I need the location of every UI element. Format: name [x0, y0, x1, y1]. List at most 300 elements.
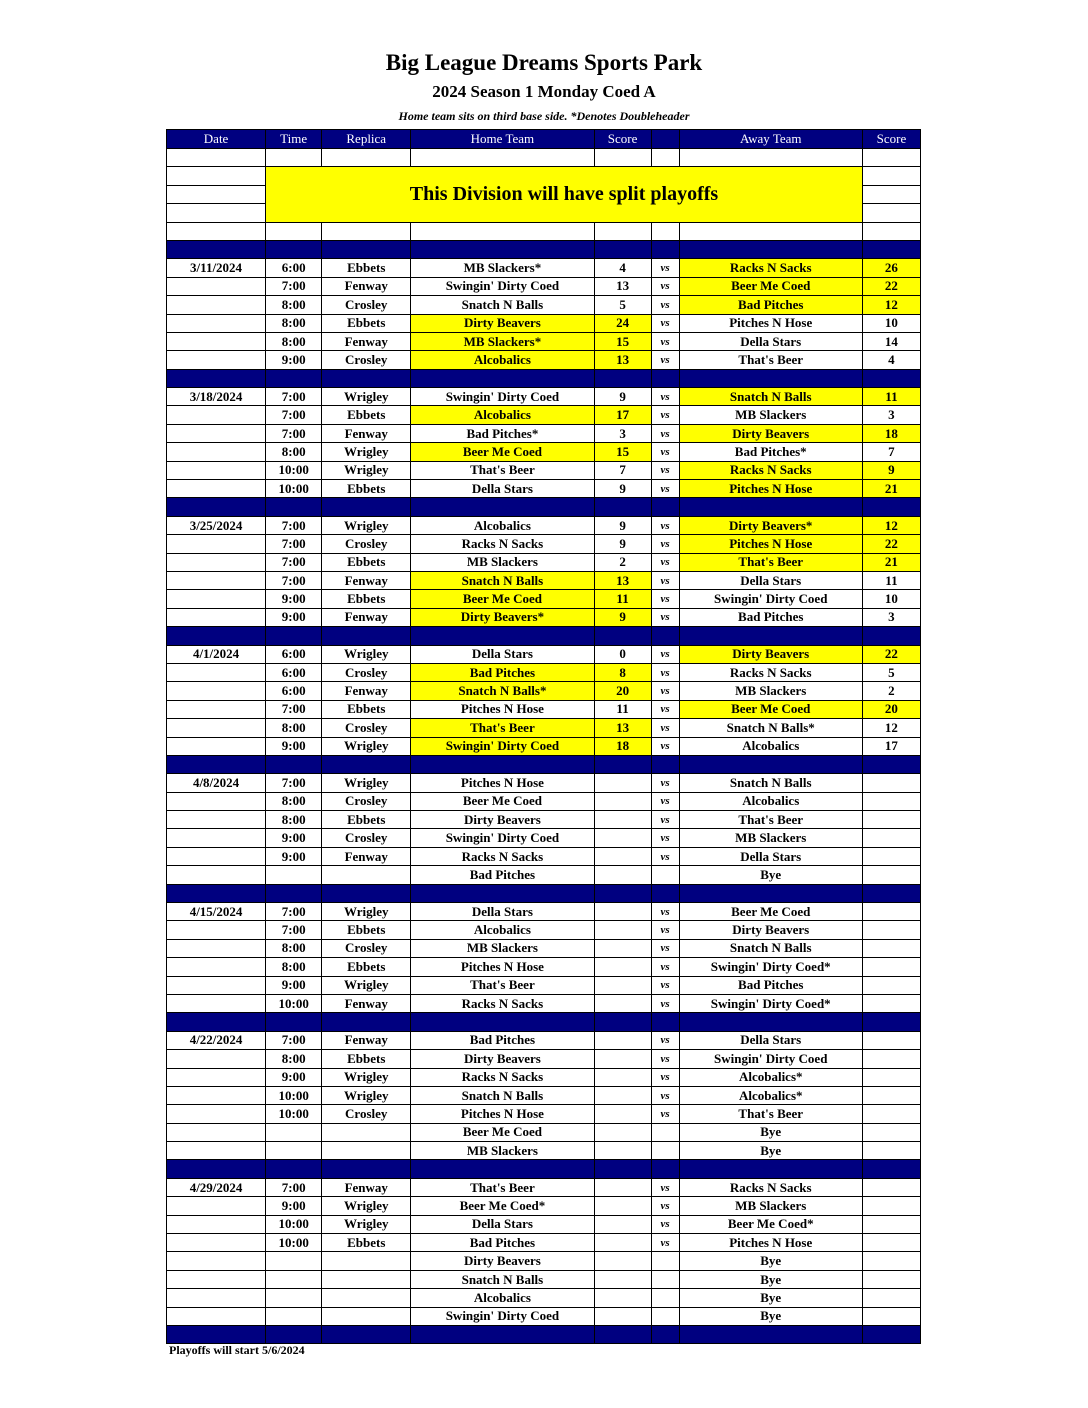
- game-field: Fenway: [322, 994, 411, 1012]
- game-field: Ebbets: [322, 314, 411, 332]
- game-row: [167, 1289, 921, 1307]
- home-score: [594, 921, 651, 939]
- game-date: [167, 1215, 266, 1233]
- home-team: Pitches N Hose: [411, 774, 594, 792]
- game-row: [167, 847, 921, 865]
- game-time: [266, 866, 322, 884]
- home-team: Alcobalics: [411, 406, 594, 424]
- away-team: Racks N Sacks: [679, 663, 862, 681]
- home-team: Beer Me Coed: [411, 590, 594, 608]
- home-score: [594, 1123, 651, 1141]
- home-team: Bad Pitches: [411, 866, 594, 884]
- game-row: [167, 792, 921, 810]
- game-date: [167, 1086, 266, 1104]
- away-score: 10: [862, 590, 920, 608]
- game-date: [167, 277, 266, 295]
- home-score: [594, 1142, 651, 1160]
- game-date: [167, 939, 266, 957]
- away-team: Bye: [679, 866, 862, 884]
- home-team: Snatch N Balls: [411, 571, 594, 589]
- away-team: That's Beer: [679, 1105, 862, 1123]
- away-team: Bye: [679, 1252, 862, 1270]
- game-time: 9:00: [266, 829, 322, 847]
- col-vs: [651, 130, 679, 149]
- game-time: 7:00: [266, 774, 322, 792]
- home-score: [594, 976, 651, 994]
- versus-label: vs: [651, 829, 679, 847]
- game-time: 7:00: [266, 535, 322, 553]
- away-team: Bad Pitches: [679, 296, 862, 314]
- versus-label: vs: [651, 443, 679, 461]
- away-team: Racks N Sacks: [679, 461, 862, 479]
- game-field: Wrigley: [322, 1086, 411, 1104]
- home-team: That's Beer: [411, 1178, 594, 1196]
- home-score: [594, 811, 651, 829]
- away-score: 21: [862, 553, 920, 571]
- page-subtitle: 2024 Season 1 Monday Coed A: [432, 82, 656, 101]
- versus-label: vs: [651, 571, 679, 589]
- away-team: Racks N Sacks: [679, 259, 862, 277]
- game-field: Wrigley: [322, 516, 411, 534]
- away-team: Swingin' Dirty Coed*: [679, 994, 862, 1012]
- game-date: [167, 792, 266, 810]
- game-time: 6:00: [266, 682, 322, 700]
- game-time: 7:00: [266, 553, 322, 571]
- game-row: [167, 645, 921, 663]
- game-time: 8:00: [266, 296, 322, 314]
- game-date: [167, 314, 266, 332]
- page-title: Big League Dreams Sports Park: [385, 50, 703, 75]
- game-field: Wrigley: [322, 774, 411, 792]
- game-row: [167, 535, 921, 553]
- game-time: 7:00: [266, 406, 322, 424]
- game-field: [322, 1270, 411, 1288]
- away-team: Della Stars: [679, 332, 862, 350]
- schedule-note: Home team sits on third base side. *Denotes Doubleheader: [398, 109, 690, 123]
- game-field: Wrigley: [322, 645, 411, 663]
- game-date: [167, 443, 266, 461]
- game-row: [167, 516, 921, 534]
- game-field: Ebbets: [322, 811, 411, 829]
- week-separator: [167, 1326, 921, 1344]
- home-team: Della Stars: [411, 903, 594, 921]
- game-time: 8:00: [266, 719, 322, 737]
- away-score: [862, 1270, 920, 1288]
- home-team: Beer Me Coed: [411, 792, 594, 810]
- game-date: [167, 406, 266, 424]
- game-date: 4/22/2024: [167, 1031, 266, 1049]
- home-team: Racks N Sacks: [411, 994, 594, 1012]
- versus-label: vs: [651, 277, 679, 295]
- game-date: [167, 1050, 266, 1068]
- home-team: MB Slackers: [411, 553, 594, 571]
- home-score: [594, 792, 651, 810]
- away-team: MB Slackers: [679, 406, 862, 424]
- game-time: [266, 1270, 322, 1288]
- game-time: 10:00: [266, 461, 322, 479]
- game-time: 7:00: [266, 921, 322, 939]
- game-date: [167, 866, 266, 884]
- game-date: [167, 332, 266, 350]
- game-row: [167, 1252, 921, 1270]
- game-time: 10:00: [266, 1234, 322, 1252]
- home-team: Bad Pitches: [411, 1031, 594, 1049]
- game-date: 3/18/2024: [167, 388, 266, 406]
- versus-label: vs: [651, 921, 679, 939]
- home-team: Alcobalics: [411, 351, 594, 369]
- game-date: [167, 1307, 266, 1325]
- away-score: 4: [862, 351, 920, 369]
- game-date: [167, 1142, 266, 1160]
- away-team: Racks N Sacks: [679, 1178, 862, 1196]
- away-team: Bye: [679, 1142, 862, 1160]
- away-score: 3: [862, 406, 920, 424]
- versus-label: vs: [651, 811, 679, 829]
- home-team: MB Slackers: [411, 939, 594, 957]
- game-field: Crosley: [322, 1105, 411, 1123]
- game-time: 8:00: [266, 958, 322, 976]
- game-field: Ebbets: [322, 921, 411, 939]
- game-field: Ebbets: [322, 1050, 411, 1068]
- versus-label: vs: [651, 903, 679, 921]
- away-score: 11: [862, 388, 920, 406]
- game-field: Wrigley: [322, 461, 411, 479]
- game-row: [167, 424, 921, 442]
- away-score: [862, 1197, 920, 1215]
- game-time: 7:00: [266, 424, 322, 442]
- away-score: [862, 903, 920, 921]
- game-field: Ebbets: [322, 259, 411, 277]
- home-score: [594, 774, 651, 792]
- away-score: 22: [862, 645, 920, 663]
- home-team: Snatch N Balls: [411, 296, 594, 314]
- away-score: [862, 1031, 920, 1049]
- away-team: Dirty Beavers: [679, 424, 862, 442]
- game-row: [167, 1086, 921, 1104]
- game-date: [167, 1197, 266, 1215]
- away-score: [862, 1252, 920, 1270]
- game-row: [167, 608, 921, 626]
- game-field: Fenway: [322, 424, 411, 442]
- game-field: Fenway: [322, 1178, 411, 1196]
- away-team: Beer Me Coed: [679, 700, 862, 718]
- game-row: [167, 1234, 921, 1252]
- game-time: 8:00: [266, 314, 322, 332]
- game-row: [167, 1178, 921, 1196]
- versus-label: vs: [651, 424, 679, 442]
- game-date: [167, 1068, 266, 1086]
- game-field: Wrigley: [322, 443, 411, 461]
- versus-label: [651, 1270, 679, 1288]
- game-row: [167, 939, 921, 957]
- col-replica: Replica: [322, 130, 411, 149]
- game-date: [167, 590, 266, 608]
- game-row: [167, 903, 921, 921]
- away-team: Bad Pitches*: [679, 443, 862, 461]
- game-date: [167, 663, 266, 681]
- game-time: [266, 1142, 322, 1160]
- game-row: [167, 976, 921, 994]
- game-field: [322, 1123, 411, 1141]
- away-score: [862, 792, 920, 810]
- game-row: [167, 1123, 921, 1141]
- game-row: [167, 737, 921, 755]
- game-field: [322, 1289, 411, 1307]
- home-team: Bad Pitches: [411, 663, 594, 681]
- away-team: Beer Me Coed*: [679, 1215, 862, 1233]
- game-row: [167, 866, 921, 884]
- game-row: [167, 994, 921, 1012]
- game-time: 6:00: [266, 645, 322, 663]
- away-team: Snatch N Balls: [679, 939, 862, 957]
- game-field: Fenway: [322, 847, 411, 865]
- game-field: [322, 1142, 411, 1160]
- game-row: [167, 1197, 921, 1215]
- week-separator: [167, 627, 921, 645]
- game-row: [167, 351, 921, 369]
- away-score: [862, 829, 920, 847]
- away-score: 14: [862, 332, 920, 350]
- game-date: 4/29/2024: [167, 1178, 266, 1196]
- home-score: [594, 1178, 651, 1196]
- game-time: 10:00: [266, 1086, 322, 1104]
- home-score: [594, 1031, 651, 1049]
- away-team: Pitches N Hose: [679, 535, 862, 553]
- game-row: [167, 277, 921, 295]
- away-score: 12: [862, 719, 920, 737]
- game-date: [167, 608, 266, 626]
- away-team: Della Stars: [679, 847, 862, 865]
- home-score: 9: [594, 535, 651, 553]
- game-time: 9:00: [266, 847, 322, 865]
- home-team: Swingin' Dirty Coed: [411, 737, 594, 755]
- game-row: [167, 682, 921, 700]
- home-score: 17: [594, 406, 651, 424]
- away-score: [862, 1123, 920, 1141]
- away-team: Snatch N Balls*: [679, 719, 862, 737]
- home-team: Snatch N Balls: [411, 1270, 594, 1288]
- away-score: 22: [862, 535, 920, 553]
- home-score: 5: [594, 296, 651, 314]
- game-date: [167, 700, 266, 718]
- game-field: Wrigley: [322, 976, 411, 994]
- home-score: [594, 866, 651, 884]
- game-row: [167, 1215, 921, 1233]
- home-team: Della Stars: [411, 645, 594, 663]
- home-score: 18: [594, 737, 651, 755]
- home-score: 4: [594, 259, 651, 277]
- away-team: Dirty Beavers*: [679, 516, 862, 534]
- away-team: Dirty Beavers: [679, 645, 862, 663]
- game-time: 8:00: [266, 939, 322, 957]
- game-time: 9:00: [266, 590, 322, 608]
- game-row: [167, 259, 921, 277]
- versus-label: vs: [651, 792, 679, 810]
- home-team: Swingin' Dirty Coed: [411, 829, 594, 847]
- away-score: [862, 1289, 920, 1307]
- away-score: 12: [862, 296, 920, 314]
- game-date: [167, 296, 266, 314]
- away-team: That's Beer: [679, 351, 862, 369]
- home-score: [594, 1050, 651, 1068]
- versus-label: vs: [651, 608, 679, 626]
- away-team: Pitches N Hose: [679, 480, 862, 498]
- home-team: Dirty Beavers*: [411, 608, 594, 626]
- game-time: 9:00: [266, 351, 322, 369]
- away-team: Bye: [679, 1270, 862, 1288]
- home-score: [594, 1307, 651, 1325]
- away-team: That's Beer: [679, 811, 862, 829]
- away-score: [862, 1215, 920, 1233]
- game-field: Ebbets: [322, 1234, 411, 1252]
- home-team: Beer Me Coed: [411, 443, 594, 461]
- away-score: [862, 1307, 920, 1325]
- game-date: [167, 994, 266, 1012]
- game-field: Crosley: [322, 351, 411, 369]
- away-score: 11: [862, 571, 920, 589]
- game-row: [167, 1105, 921, 1123]
- away-score: 5: [862, 663, 920, 681]
- home-score: 20: [594, 682, 651, 700]
- week-separator: [167, 240, 921, 258]
- week-separator: [167, 1160, 921, 1178]
- week-separator: [167, 755, 921, 773]
- game-time: 9:00: [266, 976, 322, 994]
- versus-label: vs: [651, 1031, 679, 1049]
- home-team: Beer Me Coed*: [411, 1197, 594, 1215]
- game-field: Wrigley: [322, 737, 411, 755]
- home-score: 15: [594, 332, 651, 350]
- game-date: [167, 1105, 266, 1123]
- game-row: [167, 663, 921, 681]
- home-score: [594, 1105, 651, 1123]
- versus-label: [651, 1289, 679, 1307]
- away-team: Alcobalics: [679, 792, 862, 810]
- blank-row: [167, 149, 921, 167]
- away-team: Bad Pitches: [679, 976, 862, 994]
- game-time: 7:00: [266, 388, 322, 406]
- game-row: [167, 1050, 921, 1068]
- game-time: 8:00: [266, 792, 322, 810]
- away-team: Beer Me Coed: [679, 277, 862, 295]
- away-score: [862, 847, 920, 865]
- game-field: Crosley: [322, 792, 411, 810]
- banner-row: [167, 167, 921, 185]
- game-field: Wrigley: [322, 903, 411, 921]
- game-date: [167, 1270, 266, 1288]
- game-time: 10:00: [266, 1215, 322, 1233]
- away-score: [862, 1142, 920, 1160]
- blank-row: [167, 222, 921, 240]
- game-field: [322, 866, 411, 884]
- home-score: 11: [594, 700, 651, 718]
- away-score: [862, 976, 920, 994]
- game-row: [167, 590, 921, 608]
- game-time: 7:00: [266, 516, 322, 534]
- game-time: 7:00: [266, 1178, 322, 1196]
- away-team: Alcobalics: [679, 737, 862, 755]
- col-home-score: Score: [594, 130, 651, 149]
- home-team: Dirty Beavers: [411, 314, 594, 332]
- versus-label: vs: [651, 1050, 679, 1068]
- game-row: [167, 571, 921, 589]
- game-time: 7:00: [266, 571, 322, 589]
- away-team: Snatch N Balls: [679, 774, 862, 792]
- game-field: Crosley: [322, 939, 411, 957]
- game-date: [167, 847, 266, 865]
- away-team: Swingin' Dirty Coed: [679, 590, 862, 608]
- home-team: Pitches N Hose: [411, 700, 594, 718]
- away-team: Pitches N Hose: [679, 1234, 862, 1252]
- game-row: [167, 1307, 921, 1325]
- away-score: 3: [862, 608, 920, 626]
- versus-label: vs: [651, 1068, 679, 1086]
- game-date: [167, 553, 266, 571]
- versus-label: vs: [651, 590, 679, 608]
- game-time: 7:00: [266, 903, 322, 921]
- col-home-team: Home Team: [411, 130, 594, 149]
- versus-label: vs: [651, 737, 679, 755]
- versus-label: vs: [651, 1086, 679, 1104]
- game-field: Wrigley: [322, 1215, 411, 1233]
- game-time: 8:00: [266, 332, 322, 350]
- home-team: Alcobalics: [411, 1289, 594, 1307]
- game-field: Fenway: [322, 682, 411, 700]
- game-date: [167, 737, 266, 755]
- game-row: [167, 921, 921, 939]
- home-team: MB Slackers: [411, 1142, 594, 1160]
- game-row: [167, 1142, 921, 1160]
- game-time: [266, 1252, 322, 1270]
- game-date: [167, 811, 266, 829]
- versus-label: vs: [651, 939, 679, 957]
- game-field: Fenway: [322, 571, 411, 589]
- game-field: Crosley: [322, 535, 411, 553]
- week-separator: [167, 884, 921, 902]
- home-score: [594, 1270, 651, 1288]
- away-score: 20: [862, 700, 920, 718]
- versus-label: vs: [651, 553, 679, 571]
- away-score: 18: [862, 424, 920, 442]
- home-score: [594, 847, 651, 865]
- versus-label: vs: [651, 1234, 679, 1252]
- away-team: Bad Pitches: [679, 608, 862, 626]
- game-time: 8:00: [266, 1050, 322, 1068]
- away-team: Della Stars: [679, 1031, 862, 1049]
- game-date: [167, 958, 266, 976]
- home-score: [594, 829, 651, 847]
- playoffs-footer: Playoffs will start 5/6/2024: [169, 1343, 305, 1357]
- home-team: That's Beer: [411, 719, 594, 737]
- game-row: [167, 719, 921, 737]
- home-team: Racks N Sacks: [411, 1068, 594, 1086]
- game-date: [167, 921, 266, 939]
- away-score: 26: [862, 259, 920, 277]
- game-time: 10:00: [266, 994, 322, 1012]
- game-row: [167, 296, 921, 314]
- game-time: 7:00: [266, 277, 322, 295]
- home-score: [594, 1215, 651, 1233]
- game-date: [167, 682, 266, 700]
- game-time: 10:00: [266, 480, 322, 498]
- versus-label: vs: [651, 480, 679, 498]
- game-date: [167, 535, 266, 553]
- home-score: 11: [594, 590, 651, 608]
- away-score: [862, 921, 920, 939]
- home-team: Alcobalics: [411, 921, 594, 939]
- game-row: [167, 958, 921, 976]
- away-team: Della Stars: [679, 571, 862, 589]
